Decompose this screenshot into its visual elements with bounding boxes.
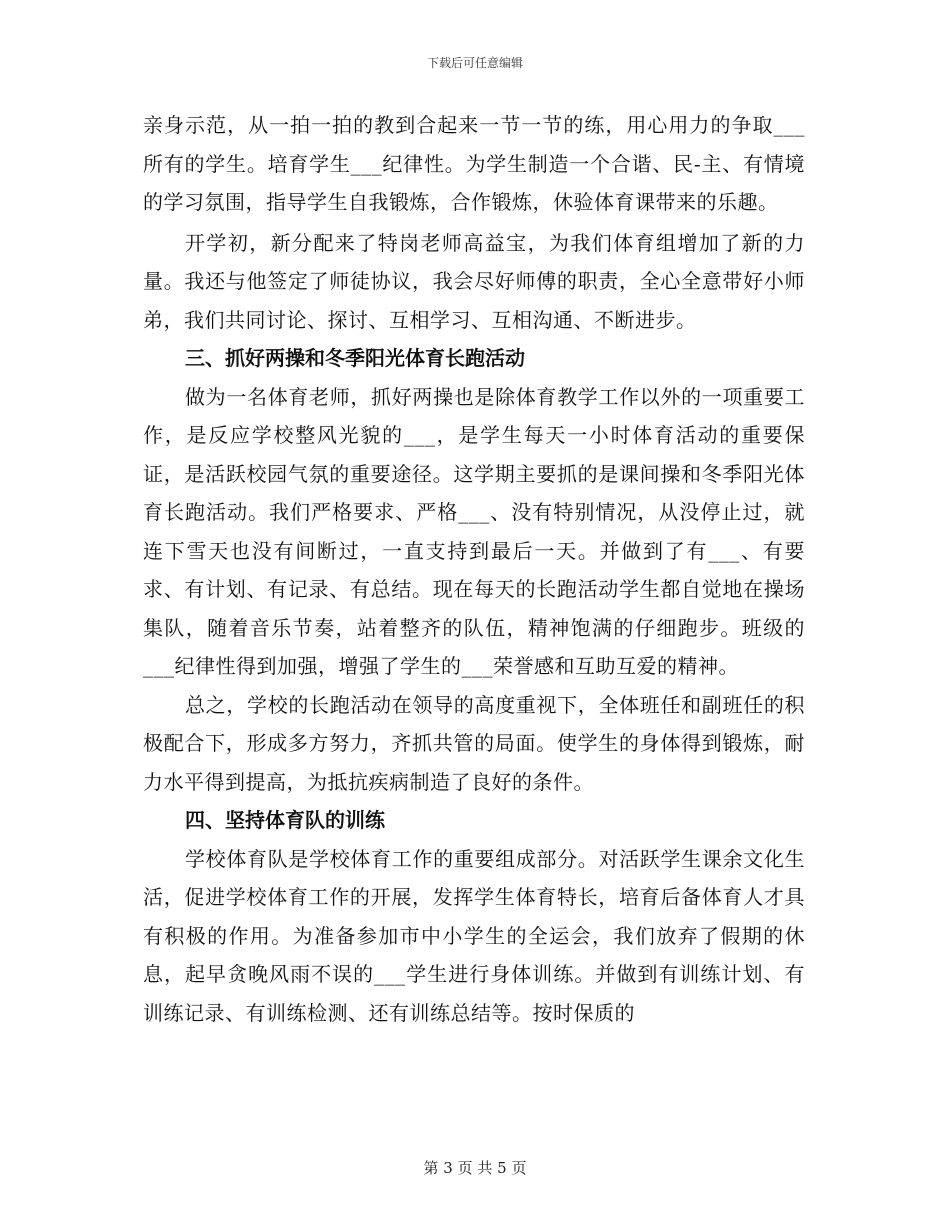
- section-heading-4: 四、坚持体育队的训练: [185, 808, 385, 832]
- paragraph-5: 学校体育队是学校体育工作的重要组成部分。对活跃学生课余文化生活，促进学校体育工作的开展，发挥学生体育特长，培育后备体育人才具有积极的作用。为准备参加市中小学生的全运会，我们放弃了假期的休息，起早贪晚风雨不误的___学生进行身体训练。并做到有训练计划、有训练记录、有训练检测、还有训练总结等。按时保质的: [143, 846, 805, 1025]
- paragraph-4: 总之，学校的长跑活动在领导的高度重视下，全体班任和副班任的积极配合下，形成多方努力，齐抓共管的局面。使学生的身体得到锻炼，耐力水平得到提高，为抵抗疾病制造了良好的条件。: [143, 692, 805, 794]
- paragraph-3: 做为一名体育老师，抓好两操也是除体育教学工作以外的一项重要工作，是反应学校整风光貌的___，是学生每天一小时体育活动的重要保证，是活跃校园气氛的重要途径。这学期主要抓的是课间操和冬季阳光体育长跑活动。我们严格要求、严格___、没有特别情况，从没停止过，就连下雪天也没有间断过，一直支持到最后一天。并做到了有___、有要求、有计划、有记录、有总结。现在每天的长跑活动学生都自觉地在操场集队，随着音乐节奏，站着整齐的队伍，精神饱满的仔细跑步。班级的___纪律性得到加强，增强了学生的___荣誉感和互助互爱的精神。: [143, 384, 805, 678]
- page-footer: 第 3 页 共 5 页: [423, 1159, 527, 1177]
- section-heading-3: 三、抓好两操和冬季阳光体育长跑活动: [185, 346, 525, 370]
- paragraph-1: 亲身示范，从一拍一拍的教到合起来一节一节的练，用心用力的争取___所有的学生。培育学生___纪律性。为学生制造一个合谐、民-主、有情境的学习氛围，指导学生自我锻炼，合作锻炼，休验体育课带来的乐趣。: [143, 113, 805, 214]
- page-header: 下载后可任意编辑: [426, 56, 523, 70]
- document-body: [143, 106, 805, 1032]
- paragraph-2: 开学初，新分配来了特岗老师高益宝，为我们体育组增加了新的力量。我还与他签定了师徒协议，我会尽好师傅的职责，全心全意带好小师弟，我们共同讨论、探讨、互相学习、互相沟通、不断进步。: [143, 230, 805, 332]
